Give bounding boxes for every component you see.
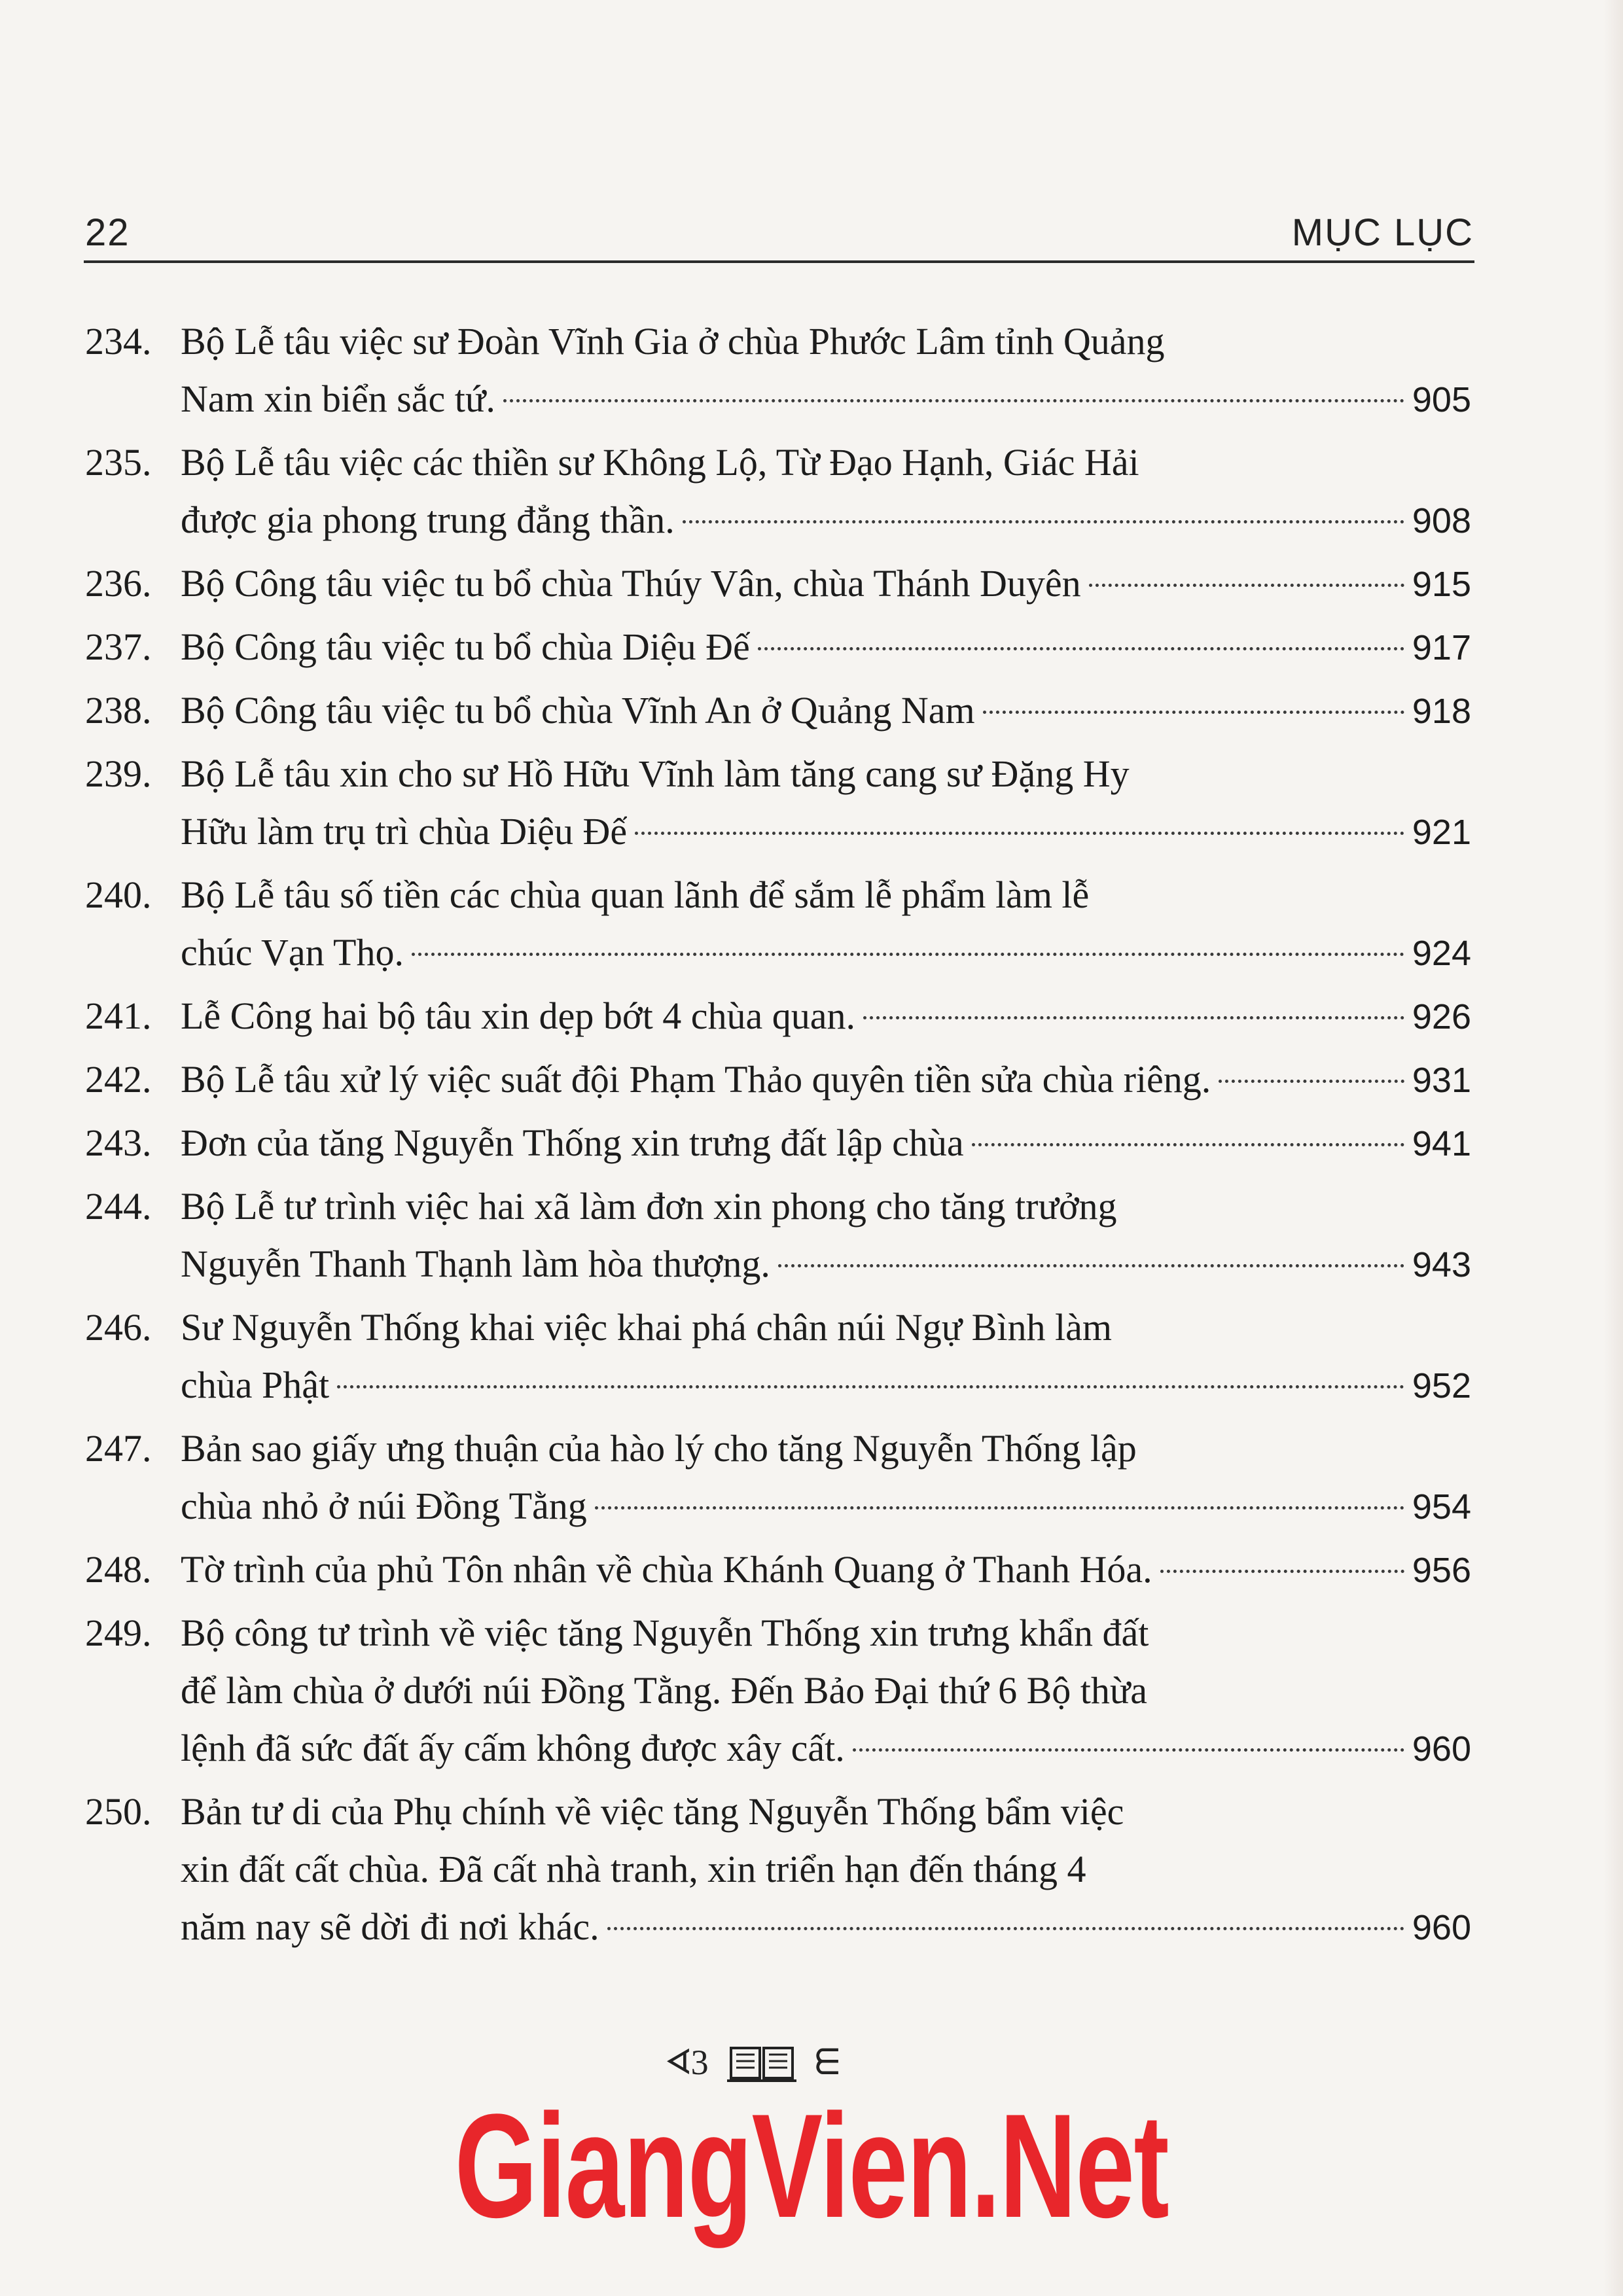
page-number: 22: [85, 211, 130, 254]
header-rule: [84, 260, 1474, 263]
entry-title-line: Tờ trình của phủ Tôn nhân về chùa Khánh Quang ở Thanh Hóa.: [181, 1548, 1152, 1591]
entry-number: 235.: [85, 441, 152, 484]
entry-number: 244.: [85, 1185, 152, 1227]
dot-leader: [607, 1927, 1404, 1930]
toc-entry: [85, 434, 1471, 550]
entry-last-line: [181, 1898, 1471, 1956]
entry-title-line: Hữu làm trụ trì chùa Diệu Đế: [181, 810, 628, 853]
entry-body: [181, 555, 1471, 613]
toc-entry: [85, 1178, 1471, 1294]
entry-title-line: Bộ Công tâu việc tu bổ chùa Diệu Đế: [181, 626, 750, 668]
page-reference: 905: [1412, 380, 1471, 419]
entry-title-line: chúc Vạn Thọ.: [181, 931, 404, 974]
entry-body: [181, 618, 1471, 677]
entry-number: 237.: [85, 626, 152, 668]
dot-leader: [1160, 1570, 1404, 1573]
toc-entry: [85, 1299, 1471, 1415]
entry-number: 241.: [85, 995, 152, 1037]
page-reference: 918: [1412, 692, 1471, 731]
entry-body: [181, 1178, 1471, 1294]
dot-leader: [983, 711, 1404, 714]
page-reference: 952: [1412, 1366, 1471, 1405]
entry-title-line: Đơn của tăng Nguyễn Thống xin trưng đất lập chùa: [181, 1122, 964, 1164]
ornament-left: ᗏ3: [665, 2042, 709, 2082]
page-reference: 931: [1412, 1061, 1471, 1100]
toc-entry: [85, 987, 1471, 1046]
entry-body: [181, 682, 1471, 740]
entry-body: [181, 1114, 1471, 1173]
entry-title-line: Bộ Lễ tâu việc các thiền sư Không Lộ, Từ Đạo Hạnh, Giác Hải: [181, 441, 1139, 484]
entry-number: 240.: [85, 874, 152, 916]
page-reference: 924: [1412, 934, 1471, 973]
entry-number: 249.: [85, 1612, 152, 1654]
page-reference: 917: [1412, 628, 1471, 667]
dot-leader: [778, 1264, 1404, 1267]
toc-entry: [85, 1420, 1471, 1536]
ornament: [622, 2041, 883, 2083]
entry-body: [181, 745, 1471, 861]
entry-last-line: [181, 924, 1471, 982]
entry-body: [181, 434, 1471, 550]
ornament-right: ᗴ: [814, 2042, 840, 2082]
toc-entry: [85, 1783, 1471, 1956]
dot-leader: [758, 647, 1404, 650]
entry-last-line: [181, 1541, 1471, 1599]
dot-leader: [635, 832, 1404, 835]
entry-title-line: Bộ Lễ tâu số tiền các chùa quan lãnh để sắm lễ phẩm làm lễ: [181, 874, 1090, 916]
entry-last-line: [181, 987, 1471, 1046]
entry-title-line: Bộ Công tâu việc tu bổ chùa Thúy Vân, chùa Thánh Duyên: [181, 562, 1081, 605]
entry-last-line: [181, 555, 1471, 613]
entry-title-line: Bộ công tư trình về việc tăng Nguyễn Thống xin trưng khẩn đất: [181, 1612, 1149, 1654]
dot-leader: [412, 953, 1404, 956]
dot-leader: [337, 1385, 1404, 1388]
entry-last-line: [181, 803, 1471, 861]
entry-title-line: năm nay sẽ dời đi nơi khác.: [181, 1905, 599, 1948]
entry-title-line: lệnh đã sức đất ấy cấm không được xây cất.: [181, 1727, 845, 1769]
entry-body: [181, 1051, 1471, 1109]
toc-entry: [85, 313, 1471, 429]
page-reference: 956: [1412, 1551, 1471, 1590]
entry-body: [181, 987, 1471, 1046]
entry-number: 239.: [85, 752, 152, 795]
entry-title-line: Bộ Công tâu việc tu bổ chùa Vĩnh An ở Quảng Nam: [181, 689, 975, 732]
entry-title-line: Bản tư di của Phụ chính về việc tăng Nguyễn Thống bẩm việc: [181, 1790, 1124, 1833]
entry-title-line: Nam xin biển sắc tứ.: [181, 378, 495, 420]
entry-last-line: [181, 1720, 1471, 1778]
entry-body: [181, 1604, 1471, 1778]
toc-entry: [85, 1541, 1471, 1599]
toc-entry: [85, 745, 1471, 861]
toc-entry: [85, 866, 1471, 982]
entry-last-line: [181, 1114, 1471, 1173]
toc-entry: [85, 682, 1471, 740]
entry-number: 247.: [85, 1427, 152, 1470]
page-reference: 921: [1412, 813, 1471, 852]
entry-number: 250.: [85, 1790, 152, 1833]
entry-number: 246.: [85, 1306, 152, 1349]
entry-last-line: [181, 491, 1471, 550]
dot-leader: [683, 520, 1404, 523]
dot-leader: [863, 1016, 1404, 1019]
entry-number: 238.: [85, 689, 152, 732]
book-icon: [726, 2041, 798, 2083]
page-reference: 926: [1412, 997, 1471, 1036]
entry-number: 243.: [85, 1122, 152, 1164]
toc-entry: [85, 555, 1471, 613]
running-title: MỤC LỤC: [1291, 211, 1474, 254]
entry-title-line: Lễ Công hai bộ tâu xin dẹp bớt 4 chùa quan.: [181, 995, 855, 1037]
entry-body: [181, 866, 1471, 982]
entry-number: 236.: [85, 562, 152, 605]
dot-leader: [595, 1506, 1404, 1510]
table-of-contents: [85, 313, 1471, 1962]
dot-leader: [503, 399, 1404, 402]
entry-title-line: Bộ Lễ tâu việc sư Đoàn Vĩnh Gia ở chùa Phước Lâm tỉnh Quảng: [181, 320, 1165, 362]
dot-leader: [853, 1748, 1404, 1752]
entry-body: [181, 1299, 1471, 1415]
entry-number: 234.: [85, 320, 152, 362]
dot-leader: [1219, 1080, 1404, 1083]
toc-entry: [85, 1604, 1471, 1778]
entry-last-line: [181, 1235, 1471, 1294]
entry-body: [181, 1541, 1471, 1599]
entry-body: [181, 1783, 1471, 1956]
page-reference: 954: [1412, 1487, 1471, 1527]
entry-last-line: [181, 1356, 1471, 1415]
page-reference: 908: [1412, 501, 1471, 540]
entry-title-line: chùa nhỏ ở núi Đồng Tằng: [181, 1485, 587, 1527]
entry-last-line: [181, 370, 1471, 429]
entry-last-line: [181, 682, 1471, 740]
page-edge: [1603, 0, 1623, 2296]
entry-last-line: [181, 618, 1471, 677]
entry-title-line: Sư Nguyễn Thống khai việc khai phá chân núi Ngự Bình làm: [181, 1306, 1112, 1349]
entry-title-line: xin đất cất chùa. Đã cất nhà tranh, xin triển hạn đến tháng 4: [181, 1848, 1086, 1890]
page-reference: 941: [1412, 1124, 1471, 1163]
entry-title-line: Bộ Lễ tâu xử lý việc suất đội Phạm Thảo quyên tiền sửa chùa riêng.: [181, 1058, 1211, 1101]
entry-body: [181, 1420, 1471, 1536]
page-reference: 915: [1412, 565, 1471, 604]
entry-last-line: [181, 1051, 1471, 1109]
page-reference: 960: [1412, 1908, 1471, 1947]
entry-title-line: để làm chùa ở dưới núi Đồng Tằng. Đến Bảo Đại thứ 6 Bộ thừa: [181, 1669, 1148, 1712]
dot-leader: [972, 1143, 1404, 1146]
entry-number: 248.: [85, 1548, 152, 1591]
entry-body: [181, 313, 1471, 429]
page-reference: 943: [1412, 1245, 1471, 1284]
page-reference: 960: [1412, 1729, 1471, 1769]
entry-title-line: được gia phong trung đẳng thần.: [181, 499, 675, 541]
entry-title-line: Nguyễn Thanh Thạnh làm hòa thượng.: [181, 1243, 770, 1285]
dot-leader: [1089, 584, 1404, 587]
entry-number: 242.: [85, 1058, 152, 1101]
toc-entry: [85, 1051, 1471, 1109]
watermark: GiangVien.Net: [454, 2083, 1169, 2248]
toc-entry: [85, 1114, 1471, 1173]
entry-title-line: Bản sao giấy ưng thuận của hào lý cho tăng Nguyễn Thống lập: [181, 1427, 1137, 1470]
entry-title-line: Bộ Lễ tư trình việc hai xã làm đơn xin phong cho tăng trưởng: [181, 1185, 1117, 1227]
entry-title-line: chùa Phật: [181, 1364, 330, 1406]
toc-entry: [85, 618, 1471, 677]
entry-last-line: [181, 1477, 1471, 1536]
entry-title-line: Bộ Lễ tâu xin cho sư Hồ Hữu Vĩnh làm tăng cang sư Đặng Hy: [181, 752, 1130, 795]
